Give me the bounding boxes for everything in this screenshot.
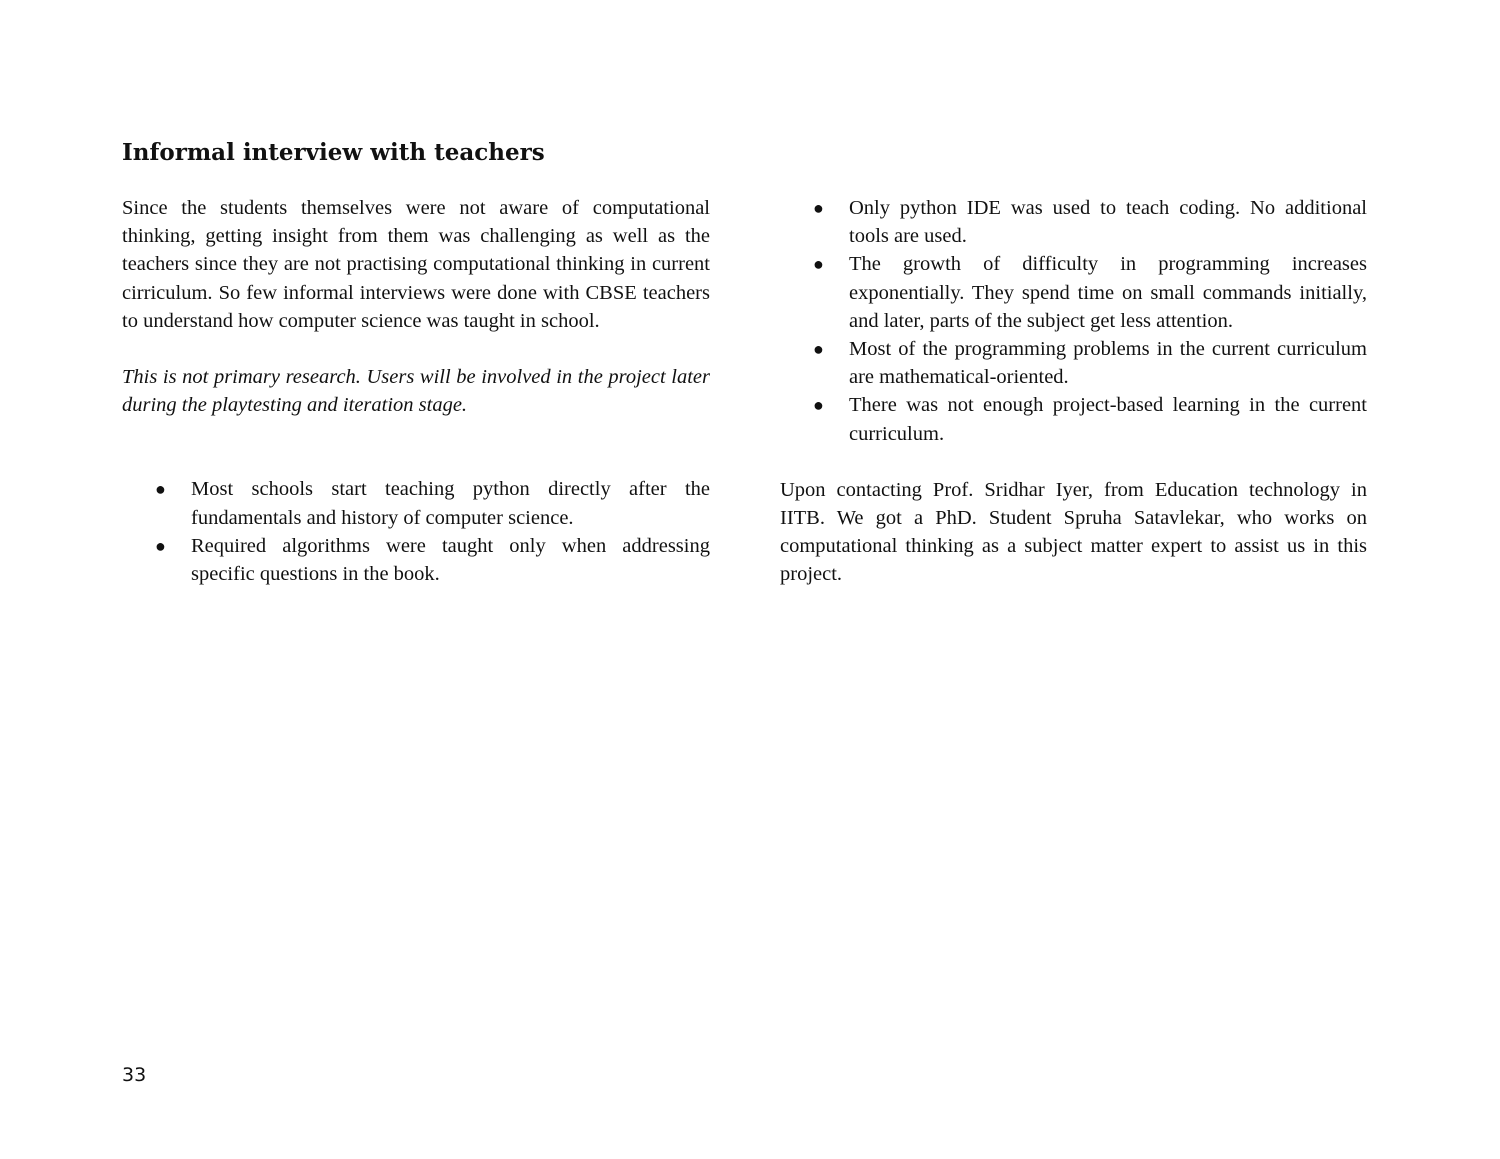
left-column bbox=[122, 194, 710, 588]
list-item-text: There was not enough project-based learning in the current curriculum. bbox=[849, 394, 1367, 445]
bullet-icon: ● bbox=[813, 198, 824, 218]
bullet-icon: ● bbox=[813, 339, 824, 360]
list-item-text: Most of the programming problems in the current curriculum are mathematical-oriented. bbox=[849, 338, 1367, 389]
left-bullet-list bbox=[155, 475, 710, 588]
bullet-icon: ● bbox=[155, 479, 166, 500]
list-item-text: Only python IDE was used to teach coding. No additional tools are used. bbox=[849, 197, 1367, 248]
list-item bbox=[813, 250, 1367, 335]
closing-paragraph: Upon contacting Prof. Sridhar Iyer, from Education technology in IITB. We got a PhD. Student Spruha Satavlekar, who works on computational thinking as a subject matter expert to assist us in this project. bbox=[780, 478, 1367, 586]
list-item bbox=[155, 475, 710, 531]
list-item bbox=[813, 194, 1367, 250]
list-item-text: Required algorithms were taught only when addressing specific questions in the book. bbox=[191, 534, 710, 586]
intro-paragraph: Since the students themselves were not aware of computational thinking, getting insight from them was challenging as well as the teachers since they are not practising computational thinking in current cirriculum. So few informal interviews were done with CBSE teachers to understand how computer science was taught in school. bbox=[122, 197, 710, 332]
right-bullet-list bbox=[813, 194, 1367, 448]
bullet-icon: ● bbox=[813, 395, 824, 416]
list-item bbox=[813, 335, 1367, 391]
list-item-text: The growth of difficulty in programming increases exponentially. They spend time on small commands initially, and later, parts of the subject get less attention. bbox=[849, 253, 1367, 332]
right-column bbox=[780, 194, 1367, 589]
research-note: This is not primary research. Users will be involved in the project later during the playtesting and iteration stage. bbox=[122, 366, 710, 417]
list-item bbox=[155, 532, 710, 588]
page-heading: Informal interview with teachers bbox=[122, 139, 545, 166]
list-item-text: Most schools start teaching python directly after the fundamentals and history of computer science. bbox=[191, 478, 710, 529]
page-number: 33 bbox=[122, 1064, 147, 1086]
list-item bbox=[813, 391, 1367, 447]
bullet-icon: ● bbox=[155, 535, 166, 556]
bullet-icon: ● bbox=[813, 254, 824, 275]
